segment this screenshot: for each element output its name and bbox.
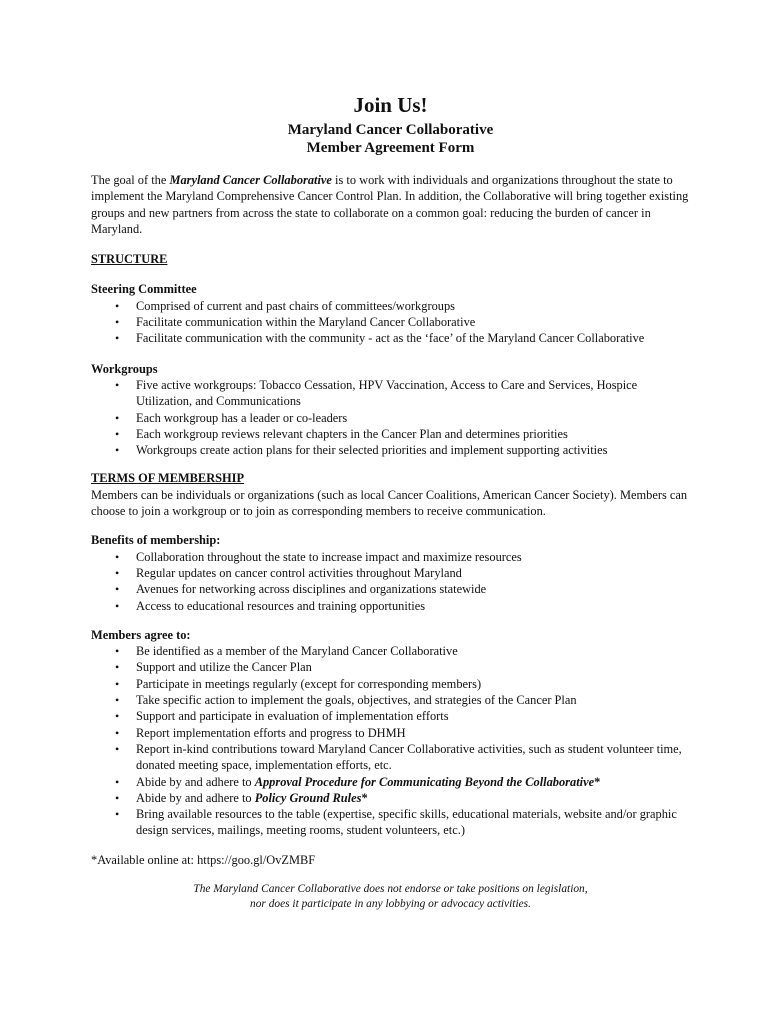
intro-before: The goal of the [91, 173, 170, 187]
terms-heading: TERMS OF MEMBERSHIP [91, 471, 245, 486]
disclaimer-line-2: nor does it participate in any lobbying or advocacy activities. [250, 897, 531, 910]
disclaimer-line-1: The Maryland Cancer Collaborative does not endorse or take positions on legislation, [193, 882, 588, 895]
policy-ground-rules-title: Policy Ground Rules [254, 790, 362, 805]
page-title: Join Us! [353, 93, 428, 117]
list-item: • Each workgroup has a leader or co-leaders [136, 410, 690, 426]
list-item: • Avenues for networking across disciplines and organizations statewide [136, 581, 690, 597]
steering-list [91, 298, 690, 347]
list-item: • Support and utilize the Cancer Plan [136, 659, 690, 675]
structure-heading: STRUCTURE [91, 252, 168, 267]
list-item: • Collaboration throughout the state to increase impact and maximize resources [136, 549, 690, 565]
benefits-heading: Benefits of membership: [91, 533, 221, 548]
list-item: • Facilitate communication within the Maryland Cancer Collaborative [136, 314, 690, 330]
list-item: • Report in-kind contributions toward Maryland Cancer Collaborative activities, such as student volunteer time, donated meeting space, implementation efforts, etc. [136, 741, 690, 774]
abide-prefix: Abide by and adhere to [136, 790, 255, 805]
list-item: • Take specific action to implement the goals, objectives, and strategies of the Cancer Plan [136, 692, 690, 708]
steering-heading: Steering Committee [91, 282, 197, 297]
terms-paragraph: Members can be individuals or organizations (such as local Cancer Coalitions, American Cancer Society). Members can choose to join a workgroup or to join as corresponding members to receive communication. [91, 487, 688, 519]
org-name: Maryland Cancer Collaborative [287, 122, 494, 138]
workgroups-heading: Workgroups [91, 361, 158, 376]
list-item: • Bring available resources to the table (expertise, specific skills, educational materials, website and/or graphic design services, mailings, meeting rooms, student volunteers, etc.) [136, 806, 690, 839]
intro-after: is to work with individuals and organizations throughout the state to implement the Maryland Comprehensive Cancer Control Plan. In addition, the Collaborative will bring together existing groups and new partners from across the state to collaborate on a common goal: reducing the burden of cancer in Maryland. [91, 173, 689, 236]
list-item: • Access to educational resources and training opportunities [136, 598, 690, 614]
list-item: • Facilitate communication with the community - act as the ‘face’ of the Maryland Cancer Collaborative [136, 330, 690, 346]
list-item: • Report implementation efforts and progress to DHMH [136, 725, 690, 741]
intro-org-emphasis: Maryland Cancer Collaborative [169, 173, 332, 187]
list-item: • Participate in meetings regularly (except for corresponding members) [136, 676, 690, 692]
approval-procedure-title: Approval Procedure for Communicating Beyond the Collaborative [254, 774, 595, 789]
list-item: • Each workgroup reviews relevant chapters in the Cancer Plan and determines priorities [136, 426, 690, 442]
disclaimer [91, 882, 690, 912]
list-item-ground-rules [136, 790, 690, 806]
asterisk: * [594, 774, 601, 789]
abide-prefix: Abide by and adhere to [136, 774, 255, 789]
agree-list [91, 643, 690, 839]
list-item: • Comprised of current and past chairs of committees/workgroups [136, 298, 690, 314]
list-item: • Regular updates on cancer control activities throughout Maryland [136, 565, 690, 581]
agree-heading: Members agree to: [91, 627, 191, 642]
online-link-note: *Available online at: https://goo.gl/OvZMBF [91, 852, 316, 867]
workgroups-list [91, 377, 690, 458]
list-item: • Workgroups create action plans for their selected priorities and implement supporting activities [136, 442, 690, 458]
list-item: • Five active workgroups: Tobacco Cessation, HPV Vaccination, Access to Care and Services, Hospice Utilization, and Communications [136, 377, 690, 410]
form-name: Member Agreement Form [306, 140, 475, 156]
intro-paragraph [91, 172, 690, 237]
asterisk: * [361, 790, 368, 805]
list-item: • Support and participate in evaluation of implementation efforts [136, 708, 690, 724]
list-item: • Be identified as a member of the Maryland Cancer Collaborative [136, 643, 690, 659]
list-item-approval-procedure [136, 774, 690, 790]
benefits-list [91, 549, 690, 614]
